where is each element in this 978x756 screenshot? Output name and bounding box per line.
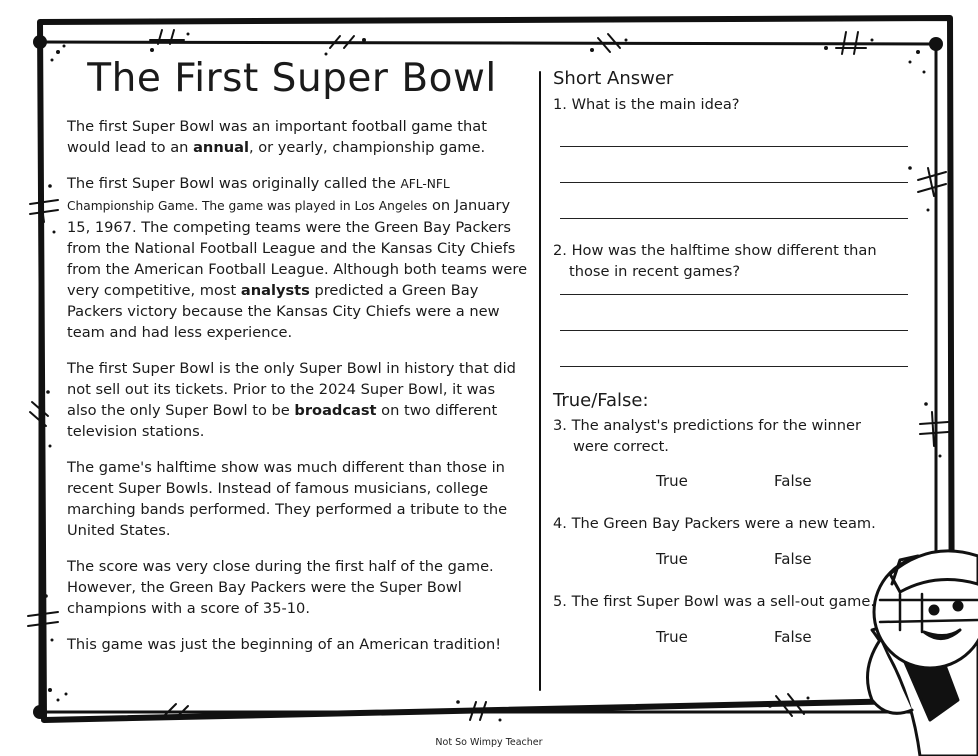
answer-line[interactable] — [560, 366, 908, 367]
short-answer-heading: Short Answer — [553, 68, 674, 89]
vocab-word-broadcast: broadcast — [294, 402, 377, 419]
passage-paragraph-1: The first Super Bowl was an important football game that would lead to an annual, or yearly, championship game. — [67, 118, 487, 156]
q4-true-option[interactable]: True — [656, 550, 688, 568]
question-1: 1. What is the main idea? — [553, 96, 740, 113]
q5-false-option[interactable]: False — [774, 628, 812, 646]
q5-true-option[interactable]: True — [656, 628, 688, 646]
passage-paragraph-5: The score was very close during the first half of the game. However, the Green Bay Packers were the Super Bowl champions with a score of 35-10. — [67, 558, 494, 617]
vocab-word-annual: annual — [193, 139, 249, 156]
question-5: 5. The first Super Bowl was a sell-out game. — [553, 593, 875, 610]
answer-line[interactable] — [560, 182, 908, 183]
vocab-word-analysts: analysts — [240, 282, 310, 299]
q4-false-option[interactable]: False — [774, 550, 812, 568]
football-player-icon — [868, 551, 978, 756]
passage-paragraph-4: The game's halftime show was much different than those in recent Super Bowls. Instead of famous musicians, college marching bands performed. They performed a tribute to the United States. — [67, 459, 508, 539]
page-title: The First Super Bowl — [87, 56, 497, 101]
passage-paragraph-6: This game was just the beginning of an American tradition! — [67, 636, 502, 653]
credit-text: Not So Wimpy Teacher — [435, 737, 543, 748]
reading-passage — [67, 116, 529, 670]
question-2: 2. How was the halftime show different than those in recent games? — [553, 242, 877, 280]
true-false-heading: True/False: — [553, 390, 649, 411]
question-4: 4. The Green Bay Packers were a new team. — [553, 515, 876, 532]
answer-line[interactable] — [560, 294, 908, 295]
q3-true-option[interactable]: True — [656, 472, 688, 490]
answer-line[interactable] — [560, 330, 908, 331]
question-3: 3. The analyst's predictions for the winner were correct. — [553, 417, 861, 455]
q3-false-option[interactable]: False — [774, 472, 812, 490]
answer-line[interactable] — [560, 218, 908, 219]
answer-line[interactable] — [560, 146, 908, 147]
passage-paragraph-3: The first Super Bowl is the only Super Bowl in history that did not sell out its tickets. Prior to the 2024 Super Bowl, it was also the only Super Bowl to be broadcast on two different television stations. — [67, 360, 516, 440]
passage-paragraph-2: The first Super Bowl was originally called the AFL-NFL Championship Game. The game was played in Los Angeles on January 15, 1967. The competing teams were the Green Bay Packers from the National Football League and the Kansas City Chiefs from the American Football League. Although both teams were very competitive, most analysts predicted a Green Bay Packers victory because the Kansas City Chiefs were a new team and had less experience. — [67, 175, 528, 341]
